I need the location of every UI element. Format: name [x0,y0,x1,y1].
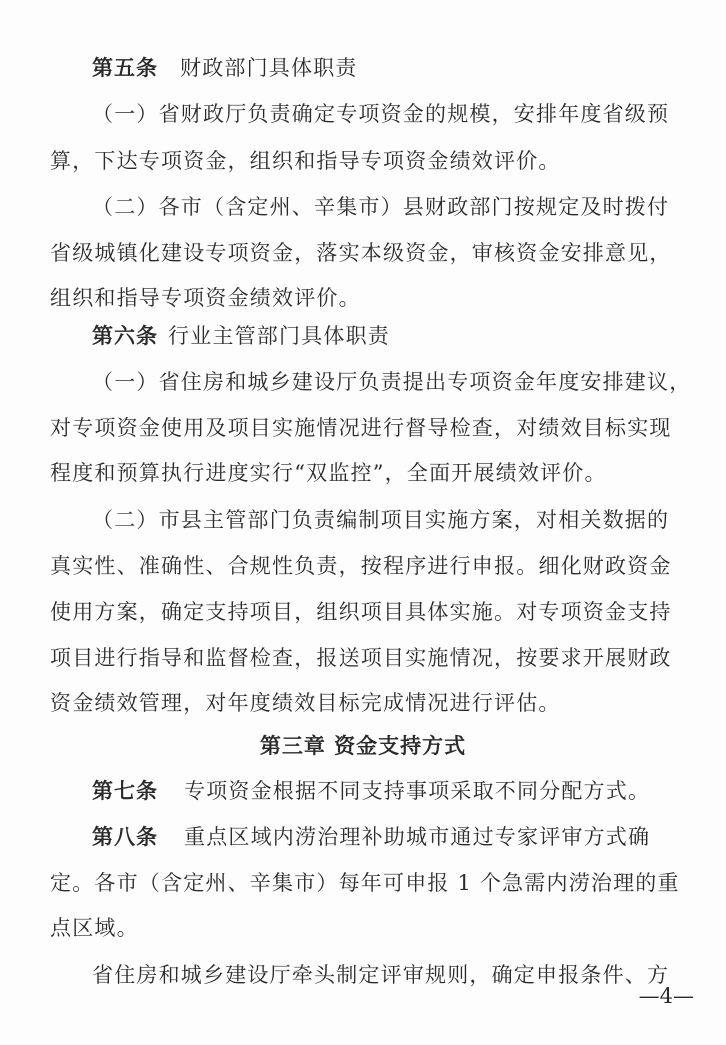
article-8-line-1 [92,824,650,850]
article-6-p1-line-3: 程度和预算执行进度实行“双监控”，全面开展绩效评价。 [50,461,607,485]
chapter-3-title: 第三章 资金支持方式 [259,734,467,758]
article-5-title: 财政部门具体职责 [180,56,358,80]
article-6-heading-line [92,323,390,349]
article-6-number: 第六条 [92,324,158,348]
article-5-number: 第五条 [92,56,158,80]
article-6-p2-line-3: 使用方案，确定支持项目，组织项目具体实施。对专项资金支持 [50,600,672,624]
article-6-p2-line-4: 项目进行指导和监督检查，报送项目实施情况，按要求开展财政 [50,646,672,670]
page-number: —4— [638,984,694,1008]
article-5-p2-line-2: 省级城镇化建设专项资金，落实本级资金，审核资金安排意见， [50,241,672,265]
article-6-p2-line-5: 资金绩效管理，对年度绩效目标完成情况进行评估。 [50,691,561,715]
article-7-line [92,778,650,804]
article-5-p1-line-2: 算，下达专项资金，组织和指导专项资金绩效评价。 [50,149,561,173]
article-6-p2-line-2: 真实性、准确性、合规性负责，按程序进行申报。细化财政资金 [50,554,672,578]
article-6-title: 行业主管部门具体职责 [168,324,390,348]
article-6-p1-line-2: 对专项资金使用及项目实施情况进行督导检查，对绩效目标实现 [50,416,672,440]
article-6-p2-line-1: （二）市县主管部门负责编制项目实施方案，对相关数据的 [92,508,670,532]
article-7-text: 专项资金根据不同支持事项采取不同分配方式。 [184,779,651,803]
article-8-number: 第八条 [92,825,158,849]
article-5-heading-line [92,55,358,81]
article-8-p2-line-1: 省住房和城乡建设厅牵头制定评审规则，确定申报条件、方 [92,963,670,987]
article-8-line-2: 定。各市（含定州、辛集市）每年可申报 1 个急需内涝治理的重 [50,871,680,895]
article-5-p2-line-1: （二）各市（含定州、辛集市）县财政部门按规定及时拨付 [92,195,670,219]
article-6-p1-line-1: （一）省住房和城乡建设厅负责提出专项资金年度安排建议， [92,370,692,394]
article-8-text-line-1: 重点区域内涝治理补助城市通过专家评审方式确 [184,825,651,849]
article-8-line-3: 点区域。 [50,916,139,940]
article-5-p1-line-1: （一）省财政厅负责确定专项资金的规模，安排年度省级预 [92,102,670,126]
article-5-p2-line-3: 组织和指导专项资金绩效评价。 [50,286,361,310]
article-7-number: 第七条 [92,779,158,803]
